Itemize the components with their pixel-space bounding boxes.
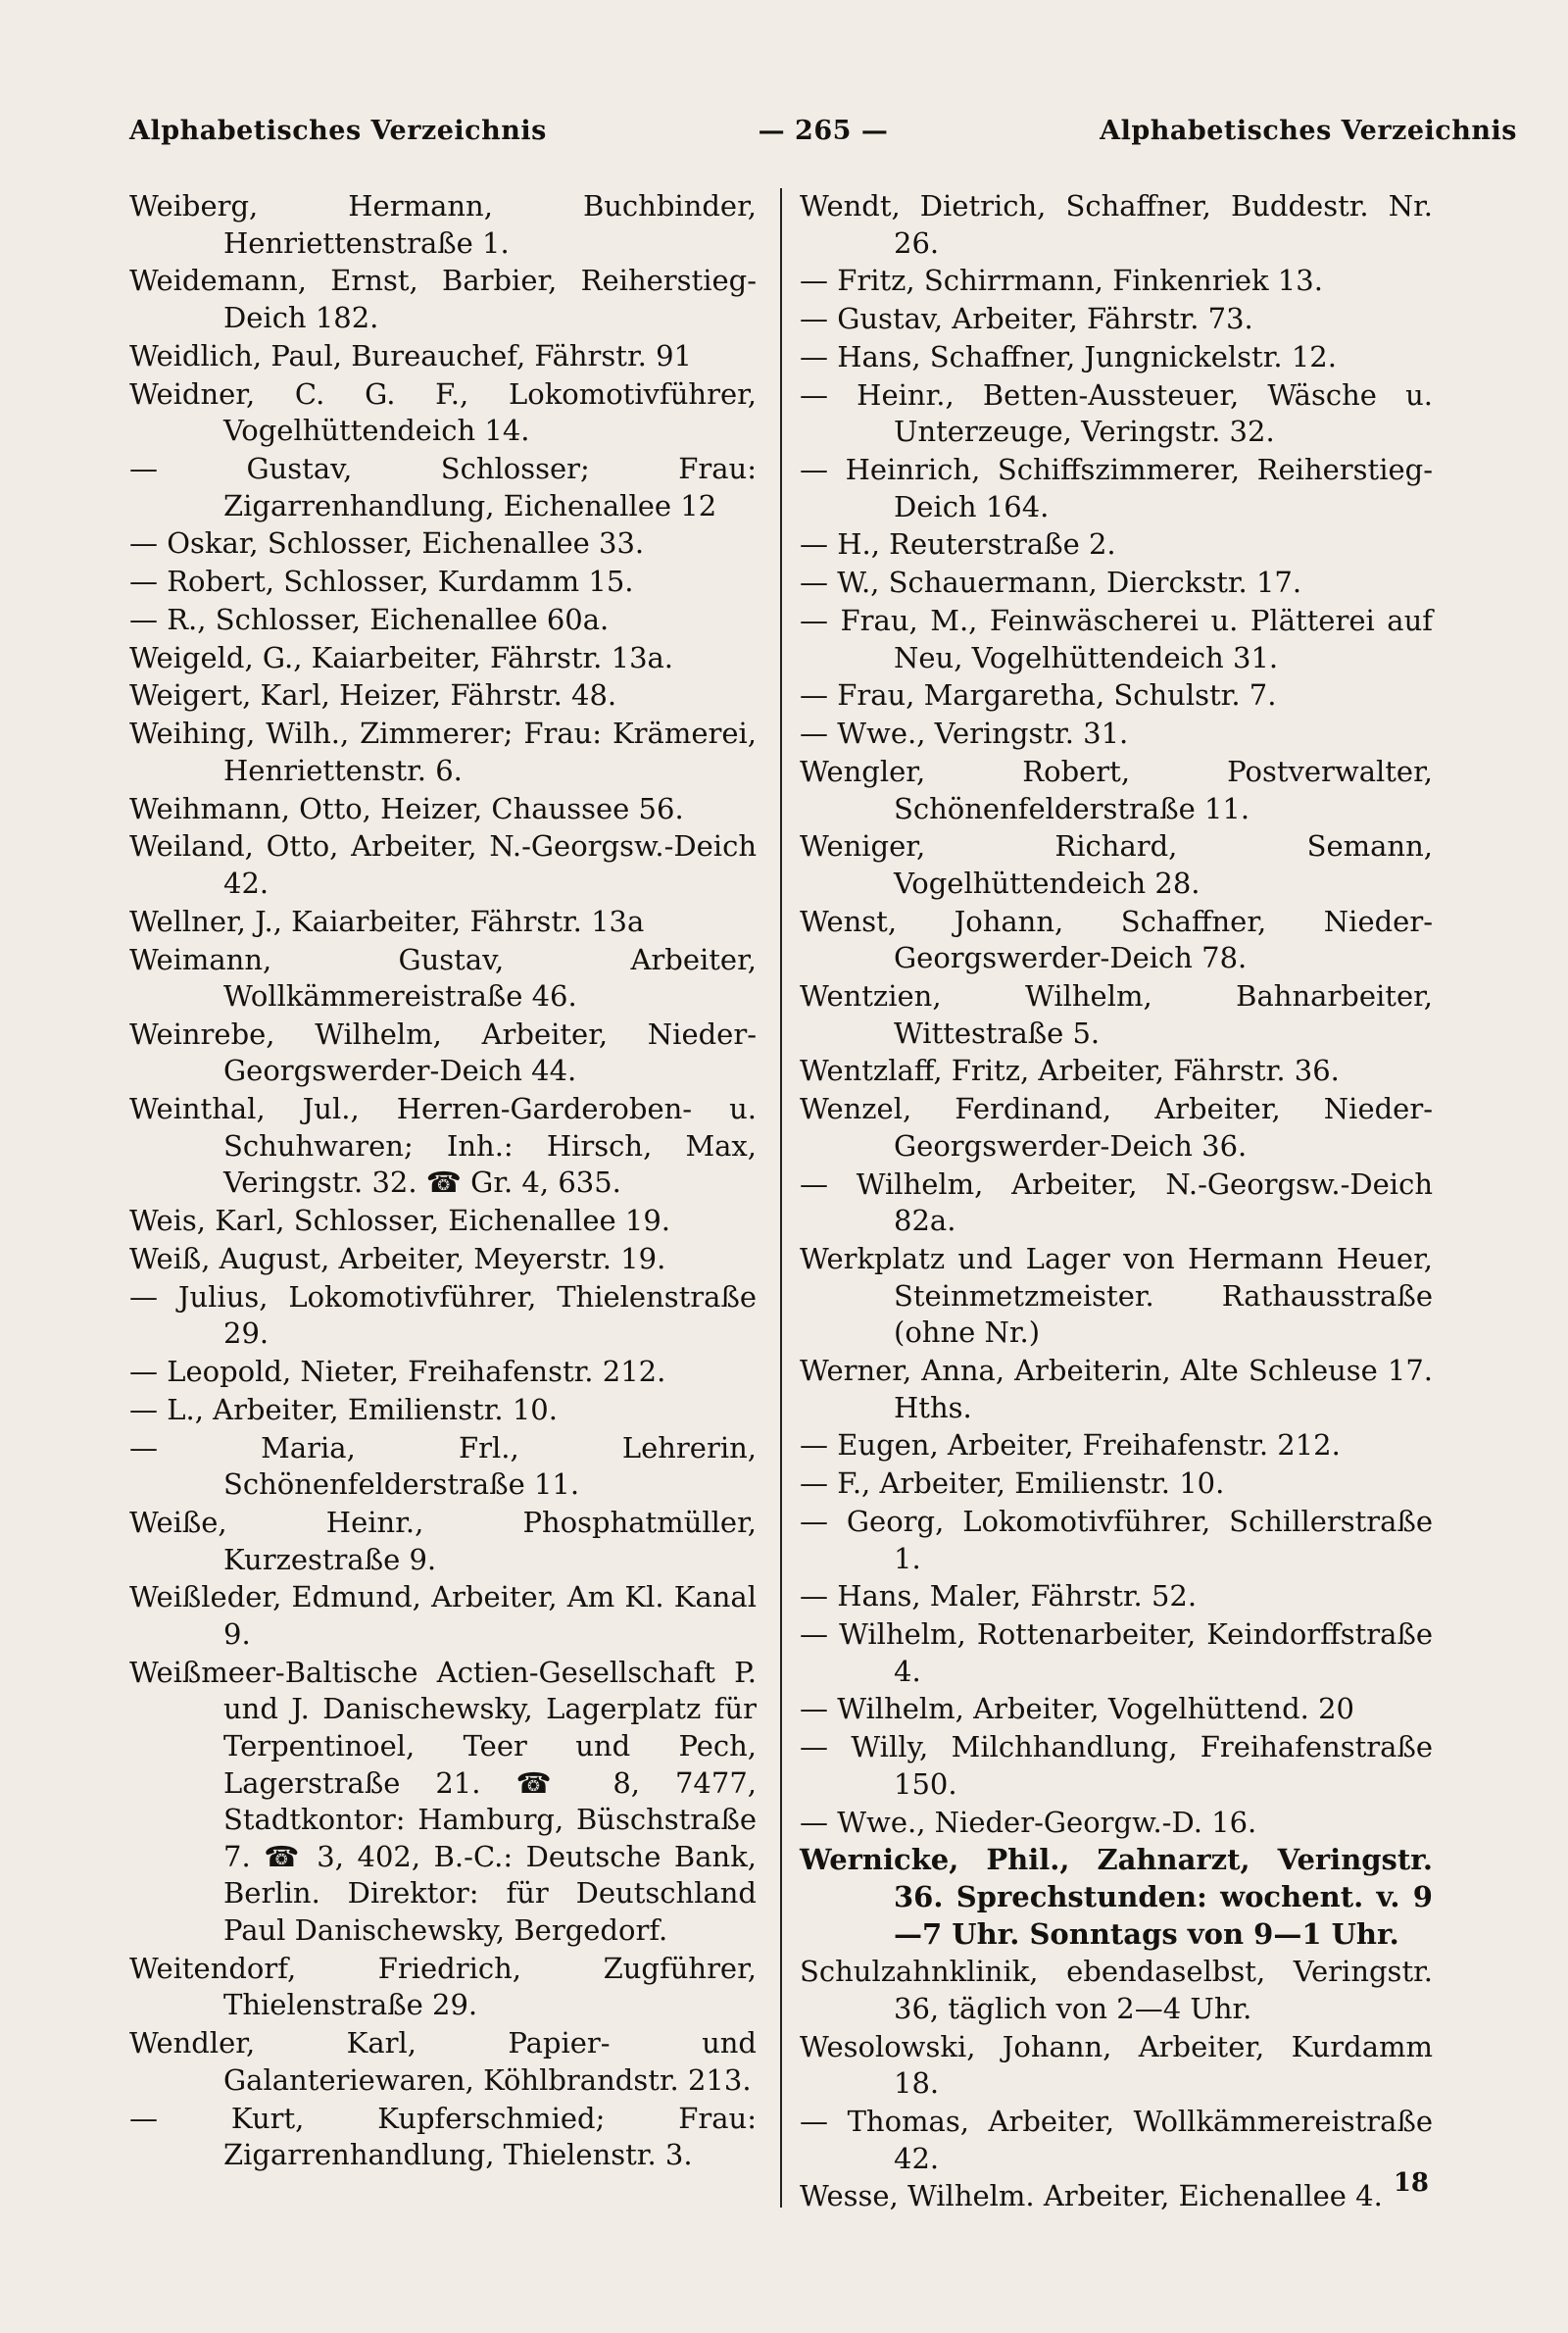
directory-entry: — W., Schauermann, Dierckstr. 17. [800,566,1302,600]
directory-entry: Weigeld, G., Kaiarbeiter, Fährstr. 13a. [129,640,674,674]
directory-entry: — Leopold, Nieter, Freihafenstr. 212. [129,1355,666,1389]
directory-entry: Weißleder, Edmund, Arbeiter, Am Kl. Kanal 9. [129,1580,757,1652]
directory-entry: Weißmeer-Baltische Actien-Gesellschaft P. und J. Danischewsky, Lagerplatz für Terpentinoel, Teer und Pech, Lagerstraße 21. ☎ 8, 7477, Stadtkontor: Hamburg, Büschstraße 7. ☎ 3, 402, B.-C.: Deutsche Bank, Berlin. Direktor: für Deutschland Paul Danischewsky, Bergedorf. [129,1655,757,1947]
directory-entry: — Wwe., Nieder-Georgw.-D. 16. [800,1805,1257,1839]
directory-entry: — Frau, Margaretha, Schulstr. 7. [800,678,1277,713]
directory-entry: — Gustav, Schlosser; Frau: Zigarrenhandlung, Eichenallee 12 [129,451,757,522]
directory-entry: Wentzien, Wilhelm, Bahnarbeiter, Wittestraße 5. [800,979,1433,1050]
directory-entry: — Fritz, Schirrmann, Finkenriek 13. [800,264,1323,298]
directory-entry: — Heinrich, Schiffszimmerer, Reiherstieg-Deich 164. [800,453,1433,523]
directory-entry: — Hans, Maler, Fährstr. 52. [800,1579,1198,1613]
directory-entry: Weis, Karl, Schlosser, Eichenallee 19. [129,1204,670,1238]
directory-entry: — Julius, Lokomotivführer, Thielenstraße 29. [129,1279,757,1351]
directory-entry: — Georg, Lokomotivführer, Schillerstraße 1. [800,1504,1433,1575]
directory-entry: — Wilhelm, Rottenarbeiter, Keindorffstraße 4. [800,1617,1433,1688]
page-header [129,116,1517,161]
directory-entry: Weinthal, Jul., Herren-Garderoben- u. Schuhwaren; Inh.: Hirsch, Max, Veringstr. 32. ☎ Gr. 4, 635. [129,1092,757,1200]
header-left-title: Alphabetisches Verzeichnis [129,116,547,146]
directory-entry: Wenzel, Ferdinand, Arbeiter, Nieder-Georgswerder-Deich 36. [800,1092,1433,1163]
directory-entry: — Heinr., Betten-Aussteuer, Wäsche u. Unterzeuge, Veringstr. 32. [800,377,1433,449]
left-column [129,188,776,2216]
directory-entry: Wengler, Robert, Postverwalter, Schönenfelderstraße 11. [800,754,1433,825]
directory-entry: — Willy, Milchhandlung, Freihafenstraße 150. [800,1730,1433,1801]
directory-entry: Weiland, Otto, Arbeiter, N.-Georgsw.-Deich 42. [129,829,757,900]
directory-entry: Weidemann, Ernst, Barbier, Reiherstieg-Deich 182. [129,264,757,334]
right-column [800,188,1433,2216]
directory-entry: Wesse, Wilhelm. Arbeiter, Eichenallee 4. [800,2179,1383,2213]
directory-entry: Weitendorf, Friedrich, Zugführer, Thielenstraße 29. [129,1951,757,2022]
directory-entry: — Gustav, Arbeiter, Fährstr. 73. [800,302,1253,336]
directory-entry: — Frau, M., Feinwäscherei u. Plätterei auf Neu, Vogelhüttendeich 31. [800,604,1433,674]
directory-entry: Werkplatz und Lager von Hermann Heuer, Steinmetzmeister. Rathausstraße (ohne Nr.) [800,1242,1433,1350]
directory-entry: — Maria, Frl., Lehrerin, Schönenfelderstraße 11. [129,1430,757,1502]
directory-entry: — Hans, Schaffner, Jungnickelstr. 12. [800,339,1337,373]
directory-entry: Weihing, Wilh., Zimmerer; Frau: Krämerei, Henriettenstr. 6. [129,717,757,787]
directory-entry: Wentzlaff, Fritz, Arbeiter, Fährstr. 36. [800,1054,1340,1088]
directory-columns [129,188,1517,2216]
directory-entry: Wendt, Dietrich, Schaffner, Buddestr. Nr. 26. [800,189,1433,260]
directory-entry: Weniger, Richard, Semann, Vogelhüttendeich 28. [800,829,1433,900]
directory-entry: Weiß, August, Arbeiter, Meyerstr. 19. [129,1242,666,1275]
directory-entry: Wenst, Johann, Schaffner, Nieder-Georgswerder-Deich 78. [800,904,1433,975]
directory-entry: — Eugen, Arbeiter, Freihafenstr. 212. [800,1428,1341,1463]
directory-entry: — H., Reuterstraße 2. [800,527,1116,562]
directory-entry: Weinrebe, Wilhelm, Arbeiter, Nieder-Georgswerder-Deich 44. [129,1017,757,1088]
directory-entry: Weimann, Gustav, Arbeiter, Wollkämmereistraße 46. [129,942,757,1014]
header-right-title: Alphabetisches Verzeichnis [1100,116,1517,146]
page-number: — 265 — [758,116,889,146]
column-divider [780,188,782,2208]
directory-entry: — Oskar, Schlosser, Eichenallee 33. [129,526,645,561]
directory-entry: — Robert, Schlosser, Kurdamm 15. [129,565,634,599]
sheet-signature: 18 [1393,2168,1429,2198]
directory-entry: Wernicke, Phil., Zahnarzt, Veringstr. 36. Sprechstunden: wochent. v. 9—7 Uhr. Sonntags von 9—1 Uhr. [800,1843,1433,1951]
directory-entry: — Wilhelm, Arbeiter, N.-Georgsw.-Deich 82a. [800,1166,1433,1238]
directory-entry: Werner, Anna, Arbeiterin, Alte Schleuse 17. Hths. [800,1353,1433,1424]
directory-entry: Weiberg, Hermann, Buchbinder, Henriettenstraße 1. [129,189,757,260]
directory-entry: Wendler, Karl, Papier- und Galanteriewaren, Köhlbrandstr. 213. [129,2026,757,2097]
directory-entry: — F., Arbeiter, Emilienstr. 10. [800,1466,1225,1501]
directory-entry: Schulzahnklinik, ebendaselbst, Veringstr. 36, täglich von 2—4 Uhr. [800,1955,1433,2025]
directory-entry: Weiße, Heinr., Phosphatmüller, Kurzestraße 9. [129,1506,757,1576]
directory-entry: — Thomas, Arbeiter, Wollkämmereistraße 42. [800,2105,1433,2175]
directory-entry: — R., Schlosser, Eichenallee 60a. [129,602,610,636]
directory-entry: — L., Arbeiter, Emilienstr. 10. [129,1392,558,1426]
directory-entry: Weidlich, Paul, Bureauchef, Fährstr. 91 [129,338,692,372]
directory-entry: — Wwe., Veringstr. 31. [800,717,1129,751]
directory-entry: Weihmann, Otto, Heizer, Chaussee 56. [129,791,684,825]
directory-entry: Weidner, C. G. F., Lokomotivführer, Vogelhüttendeich 14. [129,376,757,448]
directory-entry: — Kurt, Kupferschmied; Frau: Zigarrenhandlung, Thielenstr. 3. [129,2101,757,2172]
directory-entry: Weigert, Karl, Heizer, Fährstr. 48. [129,678,617,713]
directory-entry: Wesolowski, Johann, Arbeiter, Kurdamm 18. [800,2029,1433,2101]
directory-entry: Wellner, J., Kaiarbeiter, Fährstr. 13a [129,904,645,938]
directory-entry: — Wilhelm, Arbeiter, Vogelhüttend. 20 [800,1692,1354,1726]
